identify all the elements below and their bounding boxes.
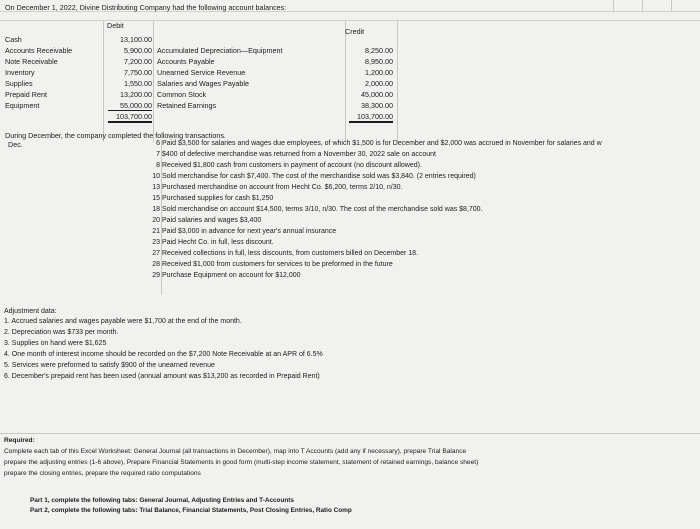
grid-line [397, 20, 398, 142]
account-debit: 13,100.00 [120, 35, 152, 44]
account-name: Accounts Receivable [5, 46, 73, 55]
transaction-text: Received $1,800 cash from customers in payment of account (no discount allowed). [162, 162, 422, 169]
transaction-day: 21 [152, 228, 160, 235]
transaction-day: 23 [152, 239, 160, 246]
grid-line [642, 0, 643, 12]
account-debit: 7,200.00 [124, 57, 152, 66]
account-debit: 13,200.00 [120, 90, 152, 99]
grid-line [613, 0, 614, 12]
transaction-day: 10 [152, 173, 160, 180]
account-name: Salaries and Wages Payable [157, 79, 250, 88]
account-name: Accumulated Depreciation—Equipment [157, 46, 283, 55]
grid-line [345, 20, 346, 142]
account-debit: 5,900.00 [124, 46, 152, 55]
account-credit: 8,950.00 [365, 57, 393, 66]
transaction-day: 18 [152, 206, 160, 213]
transaction-day: 8 [156, 162, 160, 169]
transaction-day: 7 [156, 151, 160, 158]
grid-line [0, 20, 700, 21]
account-name: Inventory [5, 68, 35, 77]
transaction-text: Sold merchandise for cash $7,400. The cost of the merchandise sold was $3,840. (2 entries required) [162, 173, 476, 180]
transaction-text: Purchased merchandise on account from Hecht Co. $6,200, terms 2/10, n/30. [162, 184, 403, 191]
adjustment-item: 3. Supplies on hand were $1,625 [4, 340, 107, 347]
transaction-text: Paid salaries and wages $3,400 [162, 217, 262, 224]
transaction-text: $400 of defective merchandise was returned from a November 30, 2022 sale on account [162, 151, 436, 158]
transaction-text: Purchase Equipment on account for $12,000 [162, 272, 301, 279]
adjustment-item: 5. Services were preformed to satisfy $900 of the unearned revenue [4, 362, 215, 369]
transaction-text: Purchased supplies for cash $1,250 [162, 195, 274, 202]
intro-text: On December 1, 2022, Divine Distributing Company had the following account balances: [5, 3, 287, 12]
transaction-day: 28 [152, 261, 160, 268]
adjustment-item: 2. Depreciation was $733 per month. [4, 329, 119, 336]
account-credit: 8,250.00 [365, 46, 393, 55]
part1-instructions: Part 1, complete the following tabs: General Journal, Adjusting Entries and T-Accounts [30, 497, 294, 504]
transaction-text: Received $1,000 from customers for services to be preformed in the future [162, 261, 393, 268]
account-name: Note Receivable [5, 57, 58, 66]
transaction-text: Paid $3,000 in advance for next year's annual insurance [162, 228, 337, 235]
account-credit: 2,000.00 [365, 79, 393, 88]
account-name: Unearned Service Revenue [157, 68, 246, 77]
part2-instructions: Part 2, complete the following tabs: Trial Balance, Financial Statements, Post Closing Entries, Ratio Comp [30, 507, 352, 514]
adjustment-title: Adjustment data: [4, 308, 57, 315]
grid-line [153, 20, 154, 142]
account-debit: 55,000.00 [108, 101, 152, 111]
account-name: Accounts Payable [157, 57, 215, 66]
credit-header: Credit [345, 27, 365, 36]
transaction-day: 13 [152, 184, 160, 191]
transaction-day: 15 [152, 195, 160, 202]
total-debit: 103,700.00 [108, 112, 152, 123]
account-name: Supplies [5, 79, 33, 88]
account-debit: 7,750.00 [124, 68, 152, 77]
account-name: Equipment [5, 101, 40, 110]
grid-line [671, 0, 672, 12]
account-name: Prepaid Rent [5, 90, 47, 99]
transaction-day: 27 [152, 250, 160, 257]
transaction-text: Paid Hecht Co. in full, less discount. [162, 239, 274, 246]
month-label: Dec. [8, 140, 23, 149]
account-name: Common Stock [157, 90, 207, 99]
grid-line [0, 433, 700, 434]
grid-line [103, 20, 104, 142]
transaction-text: Received collections in full, less discounts, from customers billed on December 18. [162, 250, 419, 257]
adjustment-item: 1. Accrued salaries and wages payable were $1,700 at the end of the month. [4, 318, 242, 325]
account-credit: 45,000.00 [361, 90, 393, 99]
during-text: During December, the company completed the following transactions. [5, 131, 226, 140]
account-name: Retained Earnings [157, 101, 217, 110]
transaction-text: Paid $3,500 for salaries and wages due employees, of which $1,500 is for December and $2,000 was accrued in November for salaries and w [162, 140, 602, 147]
adjustment-item: 6. December's prepaid rent has been used (annual amount was $13,200 as recorded in Prepaid Rent) [4, 373, 320, 380]
transaction-text: Sold merchandise on account $14,500, terms 3/10, n/30. The cost of the merchandise sold was $8,700. [162, 206, 483, 213]
transaction-day: 20 [152, 217, 160, 224]
required-line: Complete each tab of this Excel Worksheet: General Journal (all transactions in December), map into T Accounts (add any if necessary), prepare Trial Balance [4, 448, 467, 455]
debit-header: Debit [107, 21, 124, 30]
transaction-day: 6 [156, 140, 160, 147]
required-line: prepare the closing entries, prepare the required ratio computations [4, 470, 201, 477]
adjustment-item: 4. One month of interest income should be recorded on the $7,200 Note Receivable at an APR of 6.5% [4, 351, 323, 358]
required-line: prepare the adjusting entries (1-6 above), Prepare Financial Statements in good form (multi-step income statement, statement of retained earnings, balance sheet) [4, 459, 479, 466]
account-debit: 1,550.00 [124, 79, 152, 88]
account-credit: 38,300.00 [361, 101, 393, 110]
account-name: Cash [5, 35, 22, 44]
total-credit: 103,700.00 [349, 112, 393, 123]
account-credit: 1,200.00 [365, 68, 393, 77]
transaction-day: 29 [152, 272, 160, 279]
required-title: Required: [4, 437, 35, 444]
